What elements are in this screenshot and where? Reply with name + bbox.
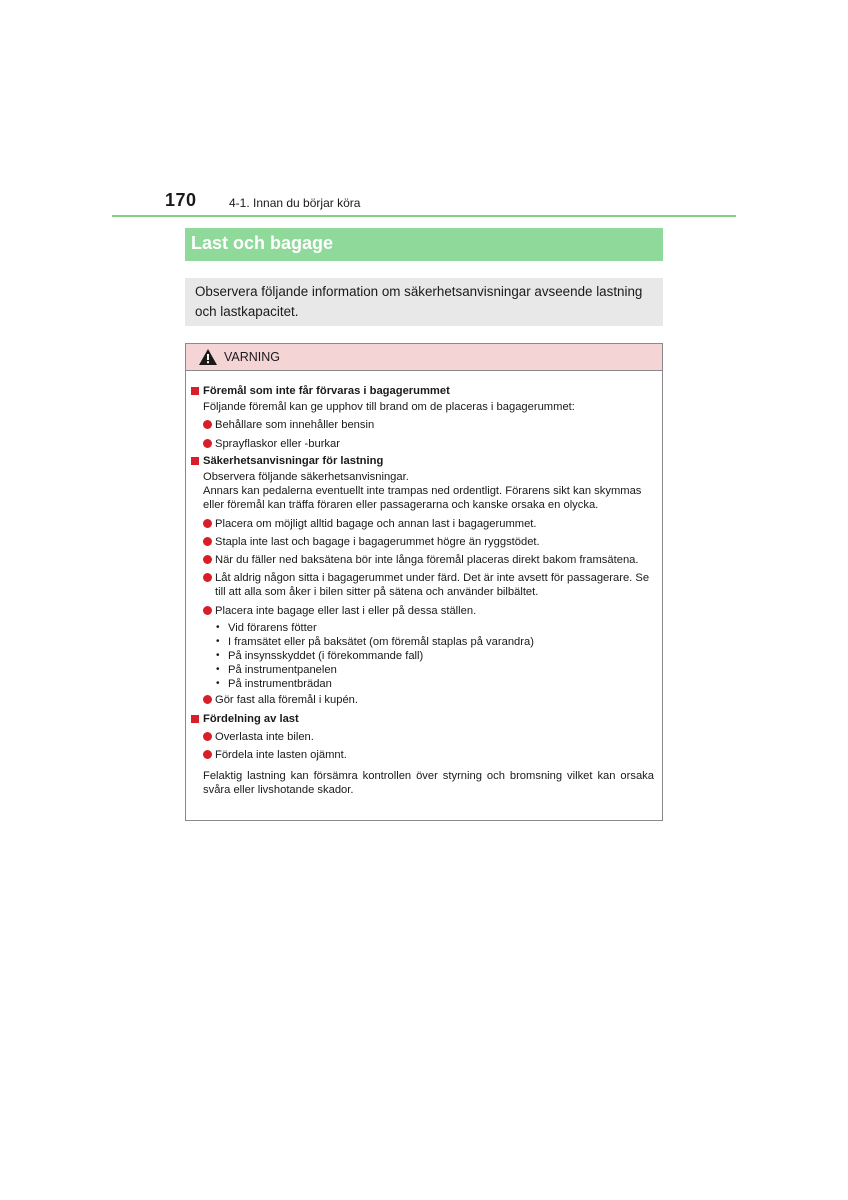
bullet-dot-icon: • bbox=[216, 663, 220, 675]
sub-list-item: • Vid förarens fötter bbox=[216, 621, 317, 634]
list-item: Gör fast alla föremål i kupén. bbox=[190, 693, 654, 707]
warning-label: VARNING bbox=[224, 350, 281, 364]
red-bullet-icon bbox=[203, 537, 212, 546]
warning-section-heading: Fördelning av last bbox=[190, 712, 654, 726]
red-square-icon bbox=[191, 457, 199, 465]
warning-paragraph: Följande föremål kan ge upphov till brand om de placeras i bagagerummet: bbox=[203, 401, 575, 414]
red-bullet-icon bbox=[203, 732, 212, 741]
warning-triangle-icon bbox=[198, 348, 218, 366]
warning-paragraph: Felaktig lastning kan försämra kontrollen över styrning och bromsning vilket kan orsaka svåra eller livshotande skador. bbox=[203, 769, 654, 796]
list-item: Behållare som innehåller bensin bbox=[190, 418, 654, 432]
red-bullet-icon bbox=[203, 606, 212, 615]
bullet-dot-icon: • bbox=[216, 649, 220, 661]
list-item: Placera om möjligt alltid bagage och annan last i bagagerummet. bbox=[190, 517, 654, 531]
section-title: Last och bagage bbox=[185, 228, 663, 261]
red-bullet-icon bbox=[203, 555, 212, 564]
red-bullet-icon bbox=[203, 439, 212, 448]
list-item: Låt aldrig någon sitta i bagagerummet under färd. Det är inte avsett för passagerare. Se till att alla som åker i bilen sitter på sätena och använder bilbältet. bbox=[190, 571, 654, 599]
warning-body bbox=[186, 371, 662, 797]
list-item: Sprayflaskor eller -burkar bbox=[190, 437, 654, 451]
intro-box bbox=[185, 278, 663, 326]
breadcrumb: 4-1. Innan du börjar köra bbox=[229, 196, 361, 210]
red-bullet-icon bbox=[203, 573, 212, 582]
red-bullet-icon bbox=[203, 750, 212, 759]
red-bullet-icon bbox=[203, 420, 212, 429]
page-number: 170 bbox=[165, 190, 197, 210]
sub-list-item: • På insynsskyddet (i förekommande fall) bbox=[216, 649, 424, 662]
warning-section-heading: Säkerhetsanvisningar för lastning bbox=[190, 454, 654, 468]
warning-paragraph: Observera följande säkerhetsanvisningar. bbox=[203, 471, 409, 484]
header-divider bbox=[112, 215, 736, 217]
warning-paragraph: Annars kan pedalerna eventuellt inte trampas ned ordentligt. Förarens sikt kan skymmas eller föremål kan träffa föraren eller passagerarna och kanske orsaka en olycka. bbox=[203, 485, 642, 512]
intro-text: Observera följande information om säkerhetsanvisningar avseende lastning och lastkapacitet. bbox=[195, 284, 643, 319]
sub-list-item: • I framsätet eller på baksätet (om föremål staplas på varandra) bbox=[216, 635, 534, 648]
sub-list-item: • På instrumentbrädan bbox=[216, 677, 332, 690]
warning-header bbox=[186, 344, 662, 371]
list-item: När du fäller ned baksätena bör inte långa föremål placeras direkt bakom framsätena. bbox=[190, 553, 654, 567]
warning-section-heading: Föremål som inte får förvaras i bagagerummet bbox=[190, 384, 654, 398]
list-item: Overlasta inte bilen. bbox=[190, 730, 654, 744]
red-bullet-icon bbox=[203, 695, 212, 704]
bullet-dot-icon: • bbox=[216, 635, 220, 647]
red-square-icon bbox=[191, 387, 199, 395]
bullet-dot-icon: • bbox=[216, 621, 220, 633]
red-square-icon bbox=[191, 715, 199, 723]
list-item: Placera inte bagage eller last i eller på dessa ställen. bbox=[190, 604, 654, 618]
list-item: Stapla inte last och bagage i bagagerummet högre än ryggstödet. bbox=[190, 535, 654, 549]
warning-box bbox=[185, 343, 663, 821]
bullet-dot-icon: • bbox=[216, 677, 220, 689]
sub-list-item: • På instrumentpanelen bbox=[216, 663, 337, 676]
list-item: Fördela inte lasten ojämnt. bbox=[190, 748, 654, 762]
red-bullet-icon bbox=[203, 519, 212, 528]
